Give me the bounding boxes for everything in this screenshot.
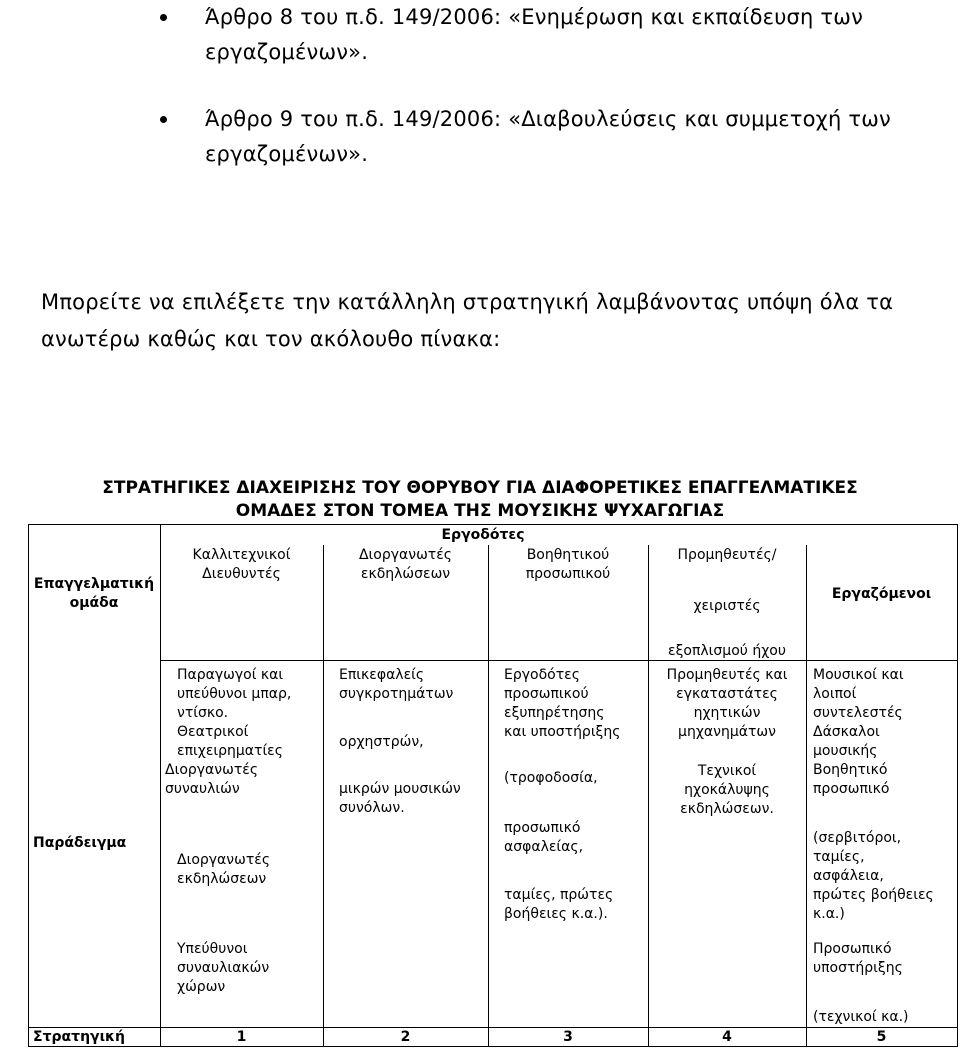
col-divider-3	[488, 545, 489, 1047]
header-suppliers: Προμηθευτές/	[677, 547, 777, 563]
bullet-dot	[160, 116, 167, 123]
example-col5-group-c: Προσωπικό υποστήριξης	[813, 941, 903, 976]
col-divider-2	[323, 545, 324, 1047]
table-right-border	[957, 524, 958, 1047]
example-col3-group-a: Εργοδότες προσωπικού εξυπηρέτησης και υποστήριξης	[504, 667, 621, 740]
header-employees: Εργαζόμενοι	[831, 586, 932, 602]
example-col2-group-c: μικρών μουσικών συνόλων.	[339, 781, 461, 816]
strategy-value: 4	[722, 1029, 732, 1045]
example-col3-group-c: προσωπικό ασφαλείας,	[504, 820, 584, 855]
bullet-item-cont: εργαζομένων».	[205, 142, 369, 166]
bullet-item: Άρθρο 9 του π.δ. 149/2006: «Διαβουλεύσεις και συμμετοχή των	[205, 107, 891, 131]
example-col5-group-a: Μουσικοί και λοιποί συντελεστές Δάσκαλοι μουσικής Βοηθητικό προσωπικό	[813, 667, 904, 797]
example-col1-group-b: Διοργανωτές συναυλιών	[165, 762, 259, 797]
row-label-example: Παράδειγμα	[33, 835, 127, 851]
example-col3-group-d: ταμίες, πρώτες βοήθειες κ.α.).	[504, 887, 614, 922]
col-divider-1	[160, 524, 161, 1047]
example-row-top-border	[160, 660, 958, 661]
example-col2-group-a: Επικεφαλείς συγκροτημάτων	[339, 667, 454, 702]
strategy-value: 3	[563, 1029, 573, 1045]
bullet-item-cont: εργαζομένων».	[205, 40, 369, 64]
example-col4-group-b: Τεχνικοί ηχοκάλυψης εκδηλώσεων.	[680, 763, 774, 817]
strategy-value: 2	[400, 1029, 411, 1045]
header-sound-equipment: εξοπλισμού ήχου	[668, 643, 786, 659]
header-artistic-directors: Καλλιτεχνικοί Διευθυντές	[192, 547, 291, 582]
table-title: ΣΤΡΑΤΗΓΙΚΕΣ ΔΙΑΧΕΙΡΙΣΗΣ ΤΟΥ ΘΟΡΥΒΟΥ ΓΙΑ ΔΙΑΦΟΡΕΤΙΚΕΣ ΕΠΑΓΓΕΛΜΑΤΙΚΕΣ ΟΜΑΔΕΣ ΣΤΟΝ ΤΟΜΕΑ ΤΗΣ ΜΟΥΣΙΚΗΣ ΨΥΧΑΓΩΓΙΑΣ	[102, 478, 858, 521]
header-event-organizers: Διοργανωτές εκδηλώσεων	[358, 547, 453, 582]
strategy-value: 1	[236, 1029, 247, 1045]
example-col1-group-d: Υπεύθυνοι συναυλιακών χώρων	[177, 941, 270, 995]
example-col5-group-d: (τεχνικοί κα.)	[813, 1009, 909, 1025]
bullet-dot	[160, 14, 167, 21]
table-top-border	[28, 524, 958, 525]
example-col3-group-b: (τροφοδοσία,	[504, 770, 598, 786]
example-col2-group-b: ορχηστρών,	[339, 734, 424, 750]
bullet-item: Άρθρο 8 του π.δ. 149/2006: «Ενημέρωση και εκπαίδευση των	[205, 5, 863, 29]
col-divider-5	[806, 545, 807, 1047]
example-col1-group-a: Παραγωγοί και υπεύθυνοι μπαρ, ντίσκο. Θεατρικοί επιχειρηματίες	[177, 667, 292, 759]
header-employers: Εργοδότες	[441, 527, 525, 543]
strategy-value: 5	[876, 1029, 887, 1045]
example-col5-group-b: (σερβιτόροι, ταμίες, ασφάλεια, πρώτες βοήθειες κ.α.)	[813, 830, 934, 922]
header-professional-group: Επαγγελματική ομάδα	[33, 576, 155, 611]
row-label-strategy: Στρατηγική	[33, 1029, 125, 1045]
intro-paragraph: Μπορείτε να επιλέξετε την κατάλληλη στρατηγική λαμβάνοντας υπόψη όλα τα ανωτέρω καθώς και τον ακόλουθο πίνακα:	[41, 290, 894, 351]
example-col1-group-c: Διοργανωτές εκδηλώσεων	[177, 852, 271, 887]
example-col4-group-a: Προμηθευτές και εγκαταστάτες ηχητικών μηχανημάτων	[666, 667, 788, 740]
header-operators: χειριστές	[693, 598, 761, 614]
header-support-staff: Βοηθητικού προσωπικού	[525, 547, 611, 582]
